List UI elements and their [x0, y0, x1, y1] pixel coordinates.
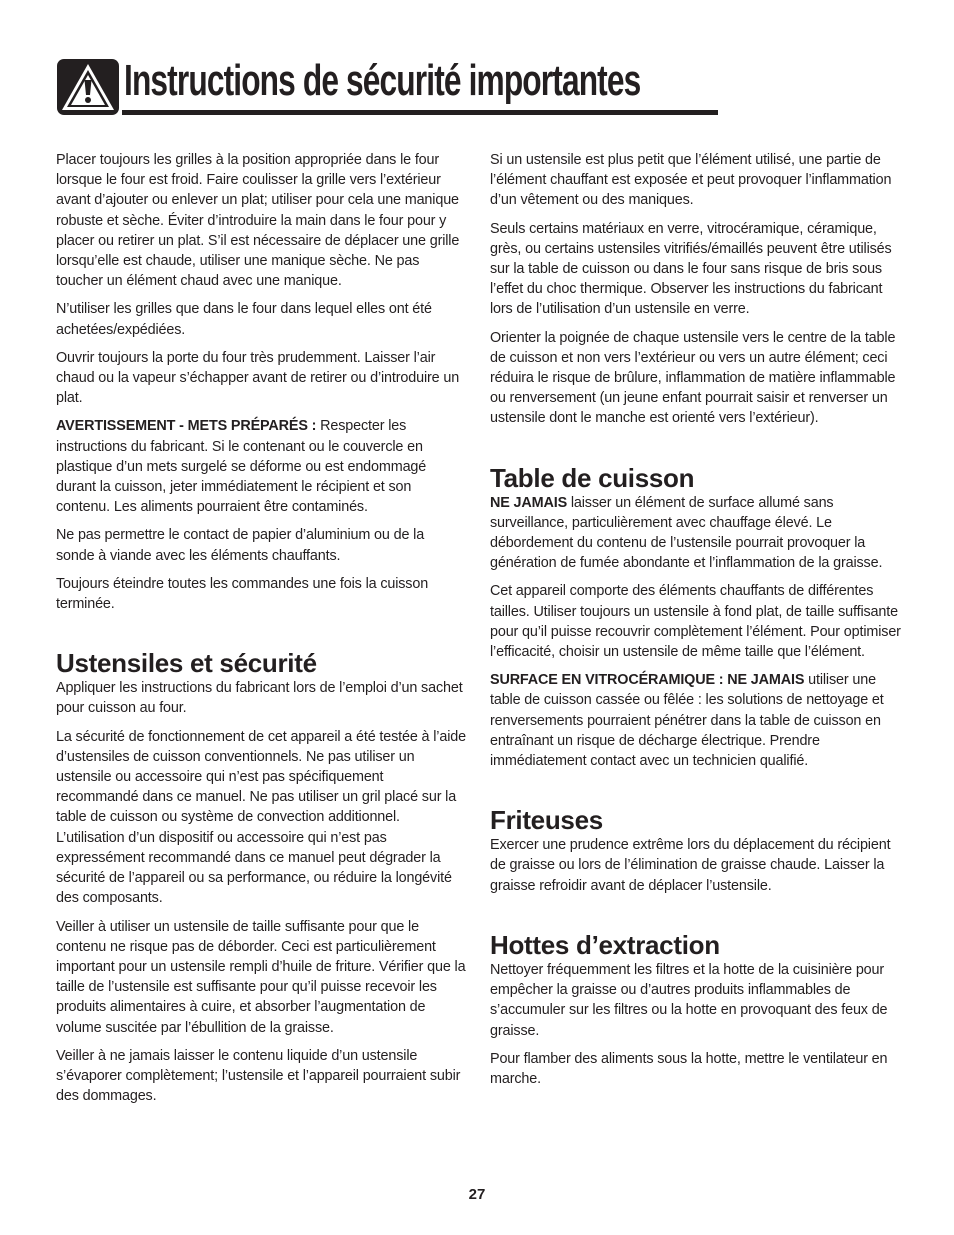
page-title: Instructions de sécurité importantes [124, 56, 641, 105]
paragraph: Nettoyer fréquemment les filtres et la hotte de la cuisinière pour empêcher la graisse ou d’autres produits inflammables de s’accumuler sur les filtres ou la hotte en provoquant des feux de graisse. [490, 961, 888, 1039]
paragraph: Veiller à ne jamais laisser le contenu liquide d’un ustensile s’évaporer complètement; l’ustensile et l’appareil pourraient subir des dommages. [56, 1047, 461, 1105]
page-header [56, 54, 718, 118]
paragraph: Exercer une prudence extrême lors du déplacement du récipient de graisse ou lors de l’élimination de graisse chaude. Laisser la graisse refroidir avant de déplacer l’ustensile. [490, 837, 891, 894]
paragraph: N’utiliser les grilles que dans le four dans lequel elles ont été achetées/expédiées. [56, 301, 432, 338]
paragraph: Toujours éteindre toutes les commandes une fois la cuisson terminée. [56, 575, 429, 613]
paragraph: La sécurité de fonctionnement de cet appareil a été testée à l’aide d’ustensiles de cuisson conventionnels. Ne pas utiliser un ustensile ou accessoire qui n’est pas spécifiquement recommandé dans ce manuel. Ne pas utiliser un gril placé sur la table de cuisson ou système de convection additionnel. L’utilisation d’un dispositif ou accessoire qui n’est pas expressément recommandé dans ce manuel peut dégrader la sécurité de l’appareil ou sa performance, ou réduire la longévité des composants. [56, 728, 466, 907]
warning-lead: AVERTISSEMENT - METS PRÉPARÉS : [56, 418, 317, 435]
paragraph: Ne pas permettre le contact de papier d’aluminium ou de la sonde à viande avec les éléments chauffants. [56, 527, 425, 564]
paragraph: Appliquer les instructions du fabricant lors de l’emploi d’un sachet pour cuisson au four. [56, 680, 463, 717]
title-underline [122, 110, 718, 115]
paragraph-text: laisser un élément de surface allumé sans surveillance, particulièrement avec chauffage élevé. Le débordement du contenu de l’ustensile pourrait provoquer la génération de fumée abondante et l’inflammation de la graisse. [490, 494, 883, 572]
paragraph: Orienter la poignée de chaque ustensile vers le centre de la table de cuisson et non vers l’extérieur ou vers un autre élément; ceci réduira le risque de brûlure, inflammation de matière inflammable ou renversement (un jeune enfant pourrait saisir et renverser un ustensile dont le manche est orienté vers l’extérieur). [490, 329, 896, 427]
paragraph: Placer toujours les grilles à la position appropriée dans le four lorsque le four est froid. Faire coulisser la grille vers l’extérieur avant d’ajouter ou enlever un plat; utiliser pour cela une manique robuste et sèche. Éviter d’introduire la main dans le four pour y placer ou retirer un plat. S’il est nécessaire de déplacer une grille lorsqu’elle est chaude, utiliser une manique sèche. Ne pas toucher un élément chaud avec une manique. [56, 152, 460, 290]
paragraph [490, 670, 902, 771]
ne-jamais-lead: NE JAMAIS [490, 494, 568, 511]
section-heading-friteuses: Friteuses [490, 805, 603, 836]
warning-text: Respecter les instructions du fabricant. Si le contenant ou le couvercle en plastique d’un mets surgelé se déforme ou est endommagé durant la cuisson, jeter immédiatement le récipient et son contenu. Les aliments pourraient être contaminés. [56, 418, 427, 516]
paragraph-text: utiliser une table de cuisson cassée ou fêlée : les solutions de nettoyage et renversements pourraient pénétrer dans la table de cuisson en entraînant un risque de décharge électrique. Prendre immédiatement contact avec un technicien qualifié. [490, 672, 884, 770]
paragraph: Cet appareil comporte des éléments chauffants de différentes tailles. Utiliser toujours un ustensile à fond plat, de taille suffisante pour qu’il puisse recouvrir complètement l’élément. Pour optimiser l’efficacité, choisir un ustensile de même taille que l’élément. [490, 583, 901, 661]
paragraph: Si un ustensile est plus petit que l’élément utilisé, une partie de l’élément chauffant est exposée et peut provoquer l’inflammation d’un vêtement ou des maniques. [490, 152, 892, 209]
paragraph: Ouvrir toujours la porte du four très prudemment. Laisser l’air chaud ou la vapeur s’échapper avant de retirer ou d’introduire un plat. [56, 349, 460, 407]
right-column [490, 150, 902, 1097]
section-heading-table-de-cuisson: Table de cuisson [490, 462, 695, 493]
paragraph: Seuls certains matériaux en verre, vitrocéramique, céramique, grès, ou certains ustensiles vitrifiés/émaillés peuvent être utilisés sur la table de cuisson ou dans le four sans risque de bris sous l’effet du choc thermique. Observer les instructions du fabricant lors de l’utilisation d’un ustensile en verre. [490, 220, 892, 318]
section-heading-hottes: Hottes d’extraction [490, 929, 720, 960]
paragraph [56, 416, 466, 517]
warning-triangle-icon [56, 58, 120, 116]
paragraph: Veiller à utiliser un ustensile de taille suffisante pour que le contenu ne risque pas de déborder. Ceci est particulièrement important pour un ustensile rempli d’huile de friture. Vérifier que la taille de l’ustensile est suffisante pour qu’il puisse recevoir les produits alimentaires à cuire, et absorber l’augmentation de volume suscitée par l’ébullition de la graisse. [56, 918, 466, 1036]
section-heading-ustensiles: Ustensiles et sécurité [56, 648, 317, 679]
paragraph [490, 493, 902, 574]
paragraph: Pour flamber des aliments sous la hotte, mettre le ventilateur en marche. [490, 1050, 888, 1087]
vitroceramique-lead: SURFACE EN VITROCÉRAMIQUE : NE JAMAIS [490, 672, 805, 689]
page-number: 27 [468, 1186, 486, 1203]
left-column [56, 150, 466, 1114]
